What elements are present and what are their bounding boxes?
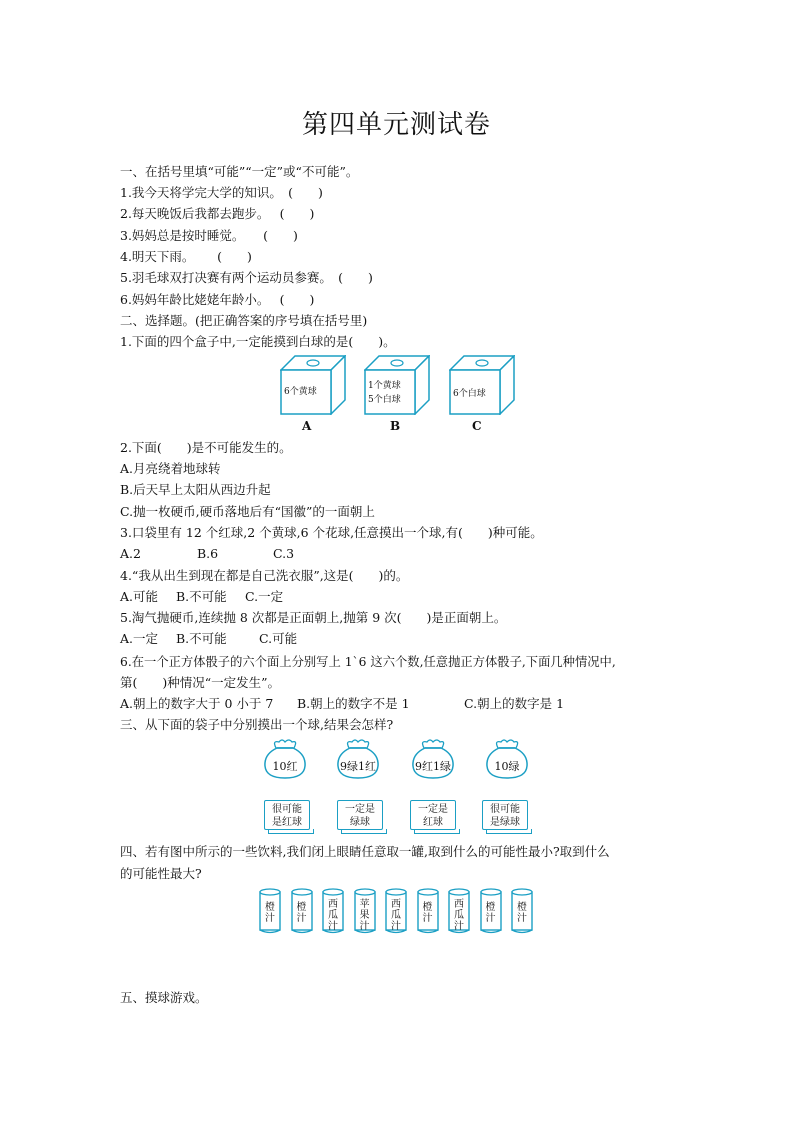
s2-q5-option-b: B.不可能 — [176, 631, 227, 646]
can-label: 橙 汁 — [422, 902, 433, 924]
s2-q1: 1.下面的四个盒子中,一定能摸到白球的是( )。 — [120, 334, 396, 349]
can-label: 橙 汁 — [296, 902, 307, 924]
s2-q3-option-b: B.6 — [197, 546, 219, 561]
s2-q6-option-c: C.朝上的数字是 1 — [464, 696, 565, 711]
s2-q2-option-b: B.后天早上太阳从西边升起 — [120, 482, 271, 497]
s2-q3: 3.口袋里有 12 个红球,2 个黄球,6 个花球,任意摸出一个球,有( )种可能。 — [120, 525, 543, 540]
can-label: 苹 果 汁 — [359, 899, 370, 932]
drink-can — [511, 888, 533, 934]
s2-q3-option-c: C.3 — [273, 546, 295, 561]
s1-item-5: 5.羽毛球双打决赛有两个运动员参赛。 ( ) — [120, 270, 373, 285]
section4-heading-line1: 四、若有图中所示的一些饮料,我们闭上眼睛任意取一罐,取到什么的可能性最小?取到什么 — [120, 844, 610, 859]
box-label-c: C — [472, 419, 482, 433]
bag-3: 9红1绿 — [410, 738, 456, 780]
s2-q2-option-c: C.抛一枚硬币,硬币落地后有“国徽”的一面朝上 — [120, 504, 375, 519]
s2-q3-option-a: A.2 — [120, 546, 141, 561]
drink-can — [385, 888, 407, 934]
cube-icon — [449, 355, 515, 415]
answer-card-2: 一定是 绿球 — [337, 800, 383, 830]
drink-can — [417, 888, 439, 934]
cube-icon — [280, 355, 346, 415]
can-label: 橙 汁 — [517, 902, 527, 924]
answer-card-1: 很可能 是红球 — [264, 800, 310, 830]
section1-heading: 一、在括号里填“可能”“一定”或“不可能”。 — [120, 164, 359, 179]
s2-q6-option-a: A.朝上的数字大于 0 小于 7 — [120, 696, 274, 711]
s2-q4-option-a: A.可能 — [120, 589, 159, 604]
s2-q2-option-a: A.月亮绕着地球转 — [120, 461, 221, 476]
section4-heading-line2: 的可能性最大? — [120, 866, 202, 881]
can-label: 西 瓜 汁 — [454, 899, 464, 932]
s1-item-1: 1.我今天将学完大学的知识。 ( ) — [120, 185, 323, 200]
section3-heading: 三、从下面的袋子中分别摸出一个球,结果会怎样? — [120, 717, 394, 732]
box-c: 6个白球 — [449, 355, 515, 415]
answer-card-4: 很可能 是绿球 — [482, 800, 528, 830]
drink-can — [259, 888, 281, 934]
s2-q2: 2.下面( )是不可能发生的。 — [120, 440, 292, 455]
s2-q5: 5.淘气抛硬币,连续抛 8 次都是正面朝上,抛第 9 次( )是正面朝上。 — [120, 610, 507, 625]
s1-item-2: 2.每天晚饭后我都去跑步。 ( ) — [120, 206, 315, 221]
s2-q4-option-c: C.一定 — [245, 589, 284, 604]
can-label: 橙 汁 — [265, 902, 275, 924]
bag-1: 10红 — [262, 738, 308, 780]
s1-item-3: 3.妈妈总是按时睡觉。 ( ) — [120, 228, 298, 243]
s2-q6-option-b: B.朝上的数字不是 1 — [297, 696, 410, 711]
box-a: 6个黄球 — [280, 355, 346, 415]
s2-q6-line1: 6.在一个正方体骰子的六个面上分别写上 1`6 这六个数,任意抛正方体骰子,下面几种情况中, — [120, 655, 616, 669]
section2-heading: 二、选择题。(把正确答案的序号填在括号里) — [120, 313, 368, 328]
drink-can — [480, 888, 502, 934]
s2-q6-line2: 第( )种情况“一定发生”。 — [120, 675, 281, 690]
s2-q5-option-c: C.可能 — [259, 631, 298, 646]
box-label-a: A — [302, 419, 312, 433]
drink-can — [354, 888, 376, 934]
bag-2: 9绿1红 — [335, 738, 381, 780]
can-label: 西 瓜 汁 — [391, 899, 401, 932]
drink-can — [291, 888, 313, 934]
s2-q5-option-a: A.一定 — [120, 631, 159, 646]
section5-heading: 五、摸球游戏。 — [120, 990, 208, 1005]
box-b: 1个黄球 5个白球 — [364, 355, 430, 415]
drink-can — [322, 888, 344, 934]
s2-q4-option-b: B.不可能 — [176, 589, 227, 604]
can-label: 橙 汁 — [485, 902, 496, 924]
answer-card-3: 一定是 红球 — [410, 800, 456, 830]
page-title: 第四单元测试卷 — [301, 110, 491, 140]
bag-4: 10绿 — [484, 738, 530, 780]
can-label: 西 瓜 汁 — [328, 899, 338, 932]
s1-item-4: 4.明天下雨。 ( ) — [120, 249, 252, 264]
drink-can — [448, 888, 470, 934]
box-label-b: B — [390, 419, 401, 433]
s1-item-6: 6.妈妈年龄比姥姥年龄小。 ( ) — [120, 292, 315, 307]
s2-q4: 4.“我从出生到现在都是自己洗衣服”,这是( )的。 — [120, 568, 409, 583]
